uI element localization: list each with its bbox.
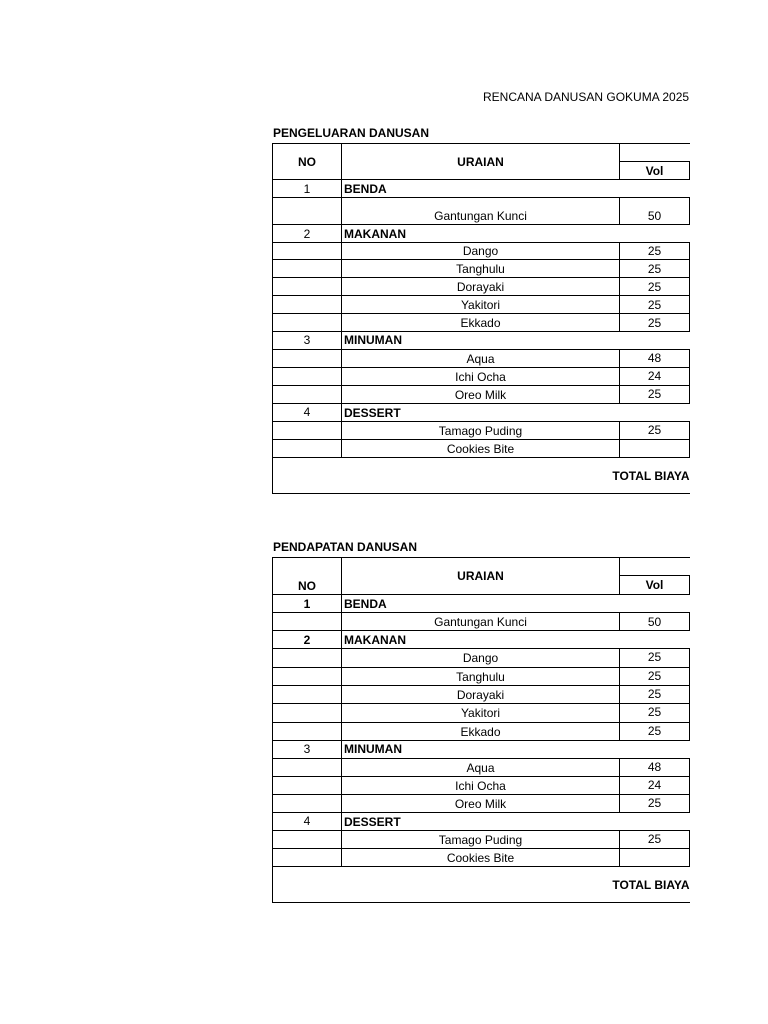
item-name: Tanghulu xyxy=(342,668,620,686)
item-vol: 50 xyxy=(620,198,690,225)
header-no: NO xyxy=(273,558,342,595)
category-label: MINUMAN xyxy=(342,741,620,759)
item-vol: 25 xyxy=(620,668,690,686)
item-vol: 25 xyxy=(620,795,690,813)
header-vol: Vol xyxy=(620,162,690,180)
item-name: Aqua xyxy=(342,759,620,777)
category-label: DESSERT xyxy=(342,813,620,831)
category-label: BENDA xyxy=(342,595,620,613)
item-no xyxy=(273,368,342,386)
category-label: MINUMAN xyxy=(342,332,620,350)
page-title: RENCANA DANUSAN GOKUMA 2025 xyxy=(483,90,690,104)
item-no xyxy=(273,759,342,777)
header-vol: Vol xyxy=(620,576,690,595)
header-group-cell xyxy=(620,144,691,162)
category-label: DESSERT xyxy=(342,404,620,422)
item-vol: 25 xyxy=(620,243,690,260)
item-no xyxy=(273,296,342,314)
group-no: 4 xyxy=(273,404,342,422)
item-name: Oreo Milk xyxy=(342,386,620,404)
header-uraian: URAIAN xyxy=(342,558,620,595)
item-no xyxy=(273,422,342,440)
item-no xyxy=(273,260,342,278)
item-vol: 25 xyxy=(620,686,690,704)
item-no xyxy=(273,278,342,296)
item-vol: 50 xyxy=(620,613,690,631)
item-vol: 48 xyxy=(620,350,690,368)
group-no: 3 xyxy=(273,332,342,350)
item-name: Gantungan Kunci xyxy=(342,613,620,631)
item-no xyxy=(273,849,342,867)
item-no xyxy=(273,668,342,686)
item-no xyxy=(273,686,342,704)
item-vol: 24 xyxy=(620,368,690,386)
item-name: Ekkado xyxy=(342,314,620,332)
group-no: 3 xyxy=(273,741,342,759)
pendapatan-title: PENDAPATAN DANUSAN xyxy=(273,540,417,554)
item-no xyxy=(273,314,342,332)
item-vol: 25 xyxy=(620,386,690,404)
item-name: Gantungan Kunci xyxy=(342,198,620,225)
item-name: Dorayaki xyxy=(342,278,620,296)
item-no xyxy=(273,831,342,849)
pendapatan-table-area xyxy=(272,557,690,908)
item-name: Tamago Puding xyxy=(342,422,620,440)
item-vol xyxy=(620,849,690,867)
item-name: Yakitori xyxy=(342,704,620,723)
category-label: MAKANAN xyxy=(342,631,620,649)
item-no xyxy=(273,795,342,813)
item-name: Cookies Bite xyxy=(342,849,620,867)
item-no xyxy=(273,777,342,795)
item-no xyxy=(273,723,342,741)
item-vol: 25 xyxy=(620,314,690,332)
item-no xyxy=(273,243,342,260)
item-vol xyxy=(620,440,690,458)
total-label: TOTAL BIAYA xyxy=(273,867,690,903)
item-vol: 25 xyxy=(620,422,690,440)
group-no: 2 xyxy=(273,225,342,243)
pendapatan-table xyxy=(272,557,690,903)
item-no xyxy=(273,198,342,225)
item-no xyxy=(273,613,342,631)
item-vol: 24 xyxy=(620,777,690,795)
item-vol: 25 xyxy=(620,704,690,723)
item-no xyxy=(273,440,342,458)
group-no: 1 xyxy=(273,180,342,198)
item-vol: 25 xyxy=(620,649,690,668)
header-group-cell xyxy=(620,558,691,576)
pengeluaran-table xyxy=(272,143,690,494)
pengeluaran-table-area xyxy=(272,143,690,503)
item-no xyxy=(273,704,342,723)
item-vol: 25 xyxy=(620,278,690,296)
item-vol: 25 xyxy=(620,296,690,314)
item-name: Ichi Ocha xyxy=(342,368,620,386)
item-name: Aqua xyxy=(342,350,620,368)
header-uraian: URAIAN xyxy=(342,144,620,180)
item-no xyxy=(273,350,342,368)
pengeluaran-title: PENGELUARAN DANUSAN xyxy=(273,126,430,140)
item-name: Dorayaki xyxy=(342,686,620,704)
item-name: Oreo Milk xyxy=(342,795,620,813)
header-no: NO xyxy=(273,144,342,180)
item-name: Tanghulu xyxy=(342,260,620,278)
item-name: Tamago Puding xyxy=(342,831,620,849)
item-name: Dango xyxy=(342,649,620,668)
category-label: BENDA xyxy=(342,180,620,198)
item-vol: 25 xyxy=(620,831,690,849)
category-label: MAKANAN xyxy=(342,225,620,243)
group-no: 2 xyxy=(273,631,342,649)
item-name: Dango xyxy=(342,243,620,260)
total-label: TOTAL BIAYA xyxy=(273,458,690,494)
item-vol: 25 xyxy=(620,260,690,278)
item-no xyxy=(273,649,342,668)
group-no: 1 xyxy=(273,595,342,613)
item-vol: 48 xyxy=(620,759,690,777)
item-no xyxy=(273,386,342,404)
item-vol: 25 xyxy=(620,723,690,741)
group-no: 4 xyxy=(273,813,342,831)
item-name: Yakitori xyxy=(342,296,620,314)
item-name: Ekkado xyxy=(342,723,620,741)
item-name: Cookies Bite xyxy=(342,440,620,458)
item-name: Ichi Ocha xyxy=(342,777,620,795)
